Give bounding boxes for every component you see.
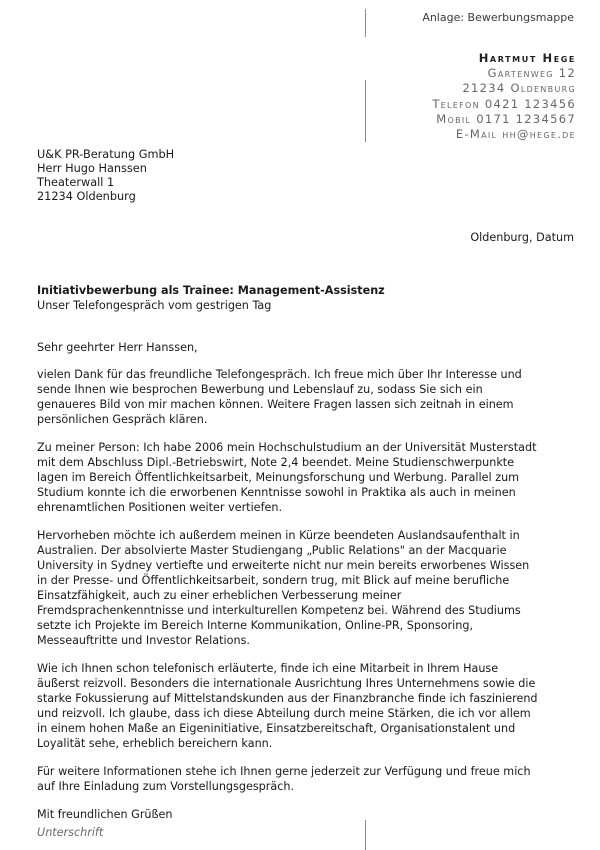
text-line: starke Fokussierung auf Mittelstandskunden aus der Finanzbranche finde ich faszinierend [37,692,538,705]
letter-body [37,340,562,822]
closing: Mit freundlichen Grüßen [37,808,173,821]
text-line: Einsatzfähigkeit, auch zu einer erheblichen Verbesserung meiner [37,589,402,602]
divider-line-middle [365,80,366,142]
text-line: äußerst reizvoll. Besonders die internationale Ausrichtung Ihres Unternehmens sowie die [37,677,536,690]
text-line: University in Sydney vertiefte und erweiterte nicht nur mein bereits erworbenes Wissen [37,559,530,572]
place-date: Oldenburg, Datum [470,231,574,244]
text-line: Wie ich Ihnen schon telefonisch erläuterte, finde ich eine Mitarbeit in Ihrem Hause [37,662,499,675]
paragraph-contact [37,764,562,794]
paragraph-education [37,440,562,515]
divider-line-top [365,9,366,37]
text-line: vielen Dank für das freundliche Telefongespräch. Ich freue mich über Ihr Interesse und [37,368,522,381]
text-line: Messeauftritte und Investor Relations. [37,634,250,647]
subject-title: Initiativbewerbung als Trainee: Management-Assistenz [37,284,385,297]
text-line: lagen im Bereich Öffentlichkeitsarbeit, Meinungsforschung und Werbung. Parallel zum [37,471,520,484]
text-line: Studium konnte ich die erworbenen Kenntnisse sowohl in Praktika als auch in meinen [37,486,516,499]
salutation: Sehr geehrter Herr Hanssen, [37,341,198,354]
subject-reference: Unser Telefongespräch vom gestrigen Tag [37,298,272,312]
sender-name: Hartmut Hege [478,51,576,65]
recipient-company: U&K PR-Beratung GmbH [37,148,175,161]
text-line: Für weitere Informationen stehe ich Ihnen gerne jederzeit zur Verfügung und freue mich [37,765,531,778]
text-line: und reizvoll. Ich glaube, dass ich diese Abteilung durch meine Stärken, die ich vor allem [37,707,531,720]
text-line: Loyalität sehe, erheblich bereichern kann. [37,737,273,750]
attachment-note: Anlage: Bewerbungsmappe [422,11,574,24]
text-line: in der Presse- und Öffentlichkeitsarbeit, sondern trug, mit Blick auf meine berufliche [37,574,510,587]
text-line: genaueres Bild von mir machen können. Weitere Fragen lassen sich zeitnah in einem [37,398,514,411]
text-line: Fremdsprachenkenntnisse und interkulturellen Kompetenz bei. Während des Studiums [37,604,521,617]
recipient-address [37,148,174,204]
text-line: Australien. Der absolvierte Master Studiengang „Public Relations" an der Macquarie [37,544,507,557]
text-line: persönlichen Gespräch klären. [37,413,208,426]
paragraph-thanks [37,367,562,427]
text-line: auf Ihre Einladung zum Vorstellungsgespräch. [37,780,295,793]
text-line: setzte ich Projekte im Bereich Interne Kommunikation, Online-PR, Sponsoring, [37,619,474,632]
subject-block [37,284,385,313]
recipient-street: Theaterwall 1 [37,176,115,189]
recipient-city: 21234 Oldenburg [37,190,136,203]
recipient-person: Herr Hugo Hanssen [37,162,147,175]
sender-phone: Telefon 0421 123456 [432,96,576,111]
text-line: ehrenamtlichen Positionen weiter vertiefen. [37,501,283,514]
text-line: sende Ihnen wie besprochen Bewerbung und Lebenslauf zu, sodass Sie sich ein [37,383,483,396]
sender-block [432,51,576,142]
signature-placeholder: Unterschrift [37,826,104,839]
divider-line-bottom [365,820,366,850]
paragraph-motivation [37,661,562,751]
text-line: Zu meiner Person: Ich habe 2006 mein Hochschulstudium an der Universität Musterstadt [37,441,537,454]
text-line: mit dem Abschluss Dipl.-Betriebswirt, Note 2,4 beendet. Meine Studienschwerpunkte [37,456,515,469]
sender-mobile: Mobil 0171 1234567 [436,111,576,126]
sender-street: Gartenweg 12 [487,66,576,81]
sender-city: 21234 Oldenburg [462,81,576,96]
text-line: in einem hohen Maße an Eigeninitiative, Einsatzbereitschaft, Organisationstalent und [37,722,516,735]
paragraph-abroad [37,528,562,648]
sender-email: E-Mail hh@hege.de [455,127,576,142]
text-line: Hervorheben möchte ich außerdem meinen in Kürze beendeten Auslandsaufenthalt in [37,529,520,542]
